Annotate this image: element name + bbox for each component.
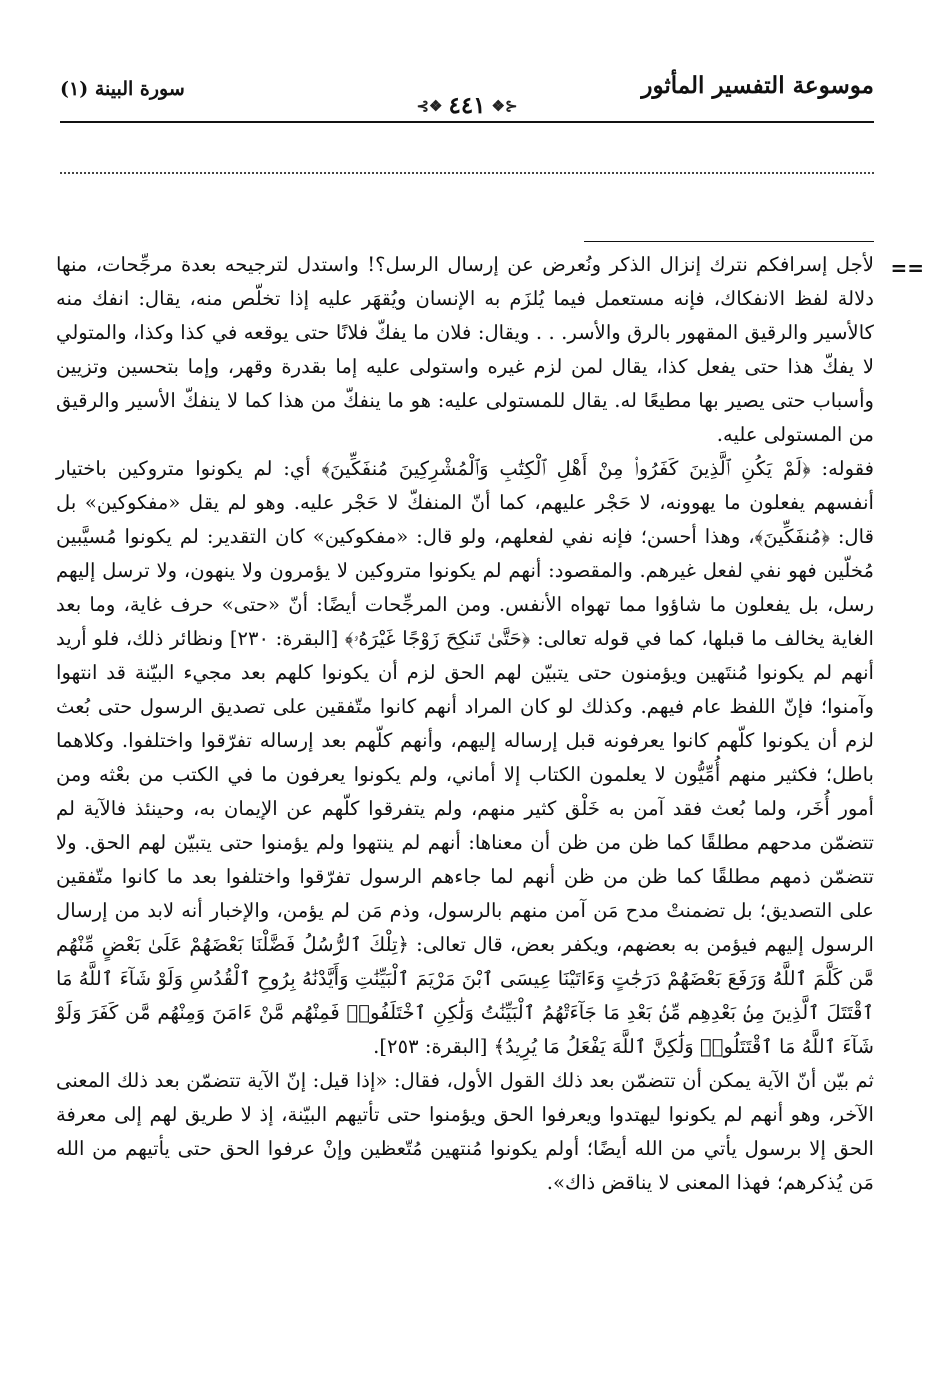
page-number-block	[416, 92, 517, 119]
paragraph-2: فقوله: ﴿لَمْ يَكُنِ ٱلَّذِينَ كَفَرُوا۟ مِنْ أَهْلِ ٱلْكِتَٰبِ وَٱلْمُشْرِكِينَ مُنفَكِّينَ﴾ أي: لم يكونوا متروكين باختيار أنفسهم يفعلون ما يهوونه، لا حَجْر عليهم، كما أنّ المنفكّ لا حَجْر عليه. وهو لم يقل «مفكوكين» بل قال: ﴿مُنفَكِّينَ﴾، وهذا أحسن؛ فإنه نفي لفعلهم، ولو قال: «مفكوكين» كان التقدير: لم يكونوا مُسيَّبين مُخلّين فهو نفي لفعل غيرهم. والمقصود: أنهم لم يكونوا متروكين لا يؤمرون ولا ينهون، ولا ترسل إليهم رسل، بل يفعلون ما شاؤوا مما تهواه الأنفس. ومن المرجِّحات أيضًا: أنّ «حتى» حرف غاية، وما بعد الغاية يخالف ما قبلها، كما في قوله تعالى: ﴿حَتَّىٰ تَنكِحَ زَوْجًا غَيْرَهُۥ﴾ [البقرة: ٢٣٠] ونظائر ذلك، فلو أريد أنهم لم يكونوا مُنتَهين ويؤمنون حتى يتبيّن لهم الحق لزم أن يكونوا كلهم بعد مجيء البيّنة قد انتهوا وآمنوا؛ فإنّ اللفظ عام فيهم. وكذلك لو كان المراد أنهم كانوا متّفقين على تصديق الرسول حتى بُعث لزم أن يكونوا كلّهم كانوا يعرفونه قبل إرساله إليهم، وأنهم كلّهم بعد إرساله تفرّقوا واختلفوا. وكلاهما باطل؛ فكثير منهم أُمِّيُّون لا يعلمون الكتاب إلا أماني، ولم يكونوا يعرفون ما في الكتب من بعْثه ومن أمور أُخَر، ولما بُعث فقد آمن به خَلْق كثير منهم، ولم يتفرقوا كلّهم عن الإيمان به، وحينئذ فالآية لم تتضمّن مدحهم مطلقًا كما ظن من ظن أن معناها: أنهم لم ينتهوا ولم يؤمنوا حتى يتبيّن لهم الحق. ولا تتضمّن ذمهم مطلقًا كما ظن من ظن أنهم لما جاءهم الرسول تفرّقوا واختلفوا بعد ما كانوا متّفقين على التصديق؛ بل تضمنتْ مدح مَن آمن منهم بالرسول، وذم مَن لم يؤمن، والإخبار أنه لابد من إرسال الرسول إليهم فيؤمن به بعضهم، ويكفر بعض، قال تعالى: ﴿تِلْكَ ٱلرُّسُلُ فَضَّلْنَا بَعْضَهُمْ عَلَىٰ بَعْضٍ مِّنْهُم مَّن كَلَّمَ ٱللَّهُ وَرَفَعَ بَعْضَهُمْ دَرَجَٰتٍ وَءَاتَيْنَا عِيسَى ٱبْنَ مَرْيَمَ ٱلْبَيِّنَٰتِ وَأَيَّدْنَٰهُ بِرُوحِ ٱلْقُدُسِ وَلَوْ شَآءَ ٱللَّهُ مَا ٱقْتَتَلَ ٱلَّذِينَ مِنۢ بَعْدِهِم مِّنۢ بَعْدِ مَا جَآءَتْهُمُ ٱلْبَيِّنَٰتُ وَلَٰكِنِ ٱخْتَلَفُوا۟ فَمِنْهُم مَّنْ ءَامَنَ وَمِنْهُم مَّن كَفَرَ وَلَوْ شَآءَ ٱللَّهُ مَا ٱقْتَتَلُوا۟ وَلَٰكِنَّ ٱللَّهَ يَفْعَلُ مَا يُرِيدُ﴾ [البقرة: ٢٥٣].	[56, 457, 874, 1058]
ornament-left-icon: ⊰❖	[416, 96, 443, 115]
footnote-rule	[584, 241, 874, 242]
dotted-separator	[60, 172, 874, 174]
paragraph-3: ثم بيّن أنّ الآية يمكن أن تتضمّن بعد ذلك القول الأول، فقال: «إذا قيل: إنّ الآية تتضمّن بعد ذلك المعنى الآخر، وهو أنهم لم يكونوا ليهتدوا ويعرفوا الحق ويؤمنوا حتى تأتيهم البيّنة، إذ لا طريق لهم إلى معرفة الحق إلا برسول يأتي من الله أيضًا؛ أولم يكونوا مُنتهين مُتّعظين وإنْ عرفوا الحق حتى يأتيهم من الله مَن يُذكرهم؛ فهذا المعنى لا يناقض ذاك».	[56, 1069, 874, 1194]
body-text	[56, 248, 874, 1200]
page-header	[60, 68, 874, 128]
header-rule	[60, 121, 874, 123]
continuation-mark: ==	[890, 256, 924, 280]
page-number: ٤٤١	[448, 92, 486, 119]
book-title: موسوعة التفسير المأثور	[641, 72, 874, 99]
ornament-right-icon: ❖⊱	[491, 96, 518, 115]
paragraph-1: لأجل إسرافكم نترك إنزال الذكر ونُعرض عن إرسال الرسل؟! واستدل لترجيحه بعدة مرجِّحات، منها دلالة لفظ الانفكاك، فإنه مستعمل فيما يُلزَم به الإنسان ويُقهَر عليه إذا تخلّص منه، يقال: انفك منه كالأسير والرقيق المقهور بالرق والأسر. . . ويقال: فلان ما يفكّ فلانًا حتى يوقعه في كذا وكذا، والمتولي لا يفكّ هذا حتى يفعل كذا، يقال لمن لزم غيره واستولى عليه إما بقدرة وقهر، وإما بتحسين وتزيين وأسباب حتى يصير بها مطيعًا له. يقال للمستولى عليه: هو ما ينفكّ من هذا كما لا ينفكّ الأسير والرقيق من المستولى عليه.	[56, 253, 874, 446]
surah-name: سورة البينة (١)	[60, 78, 185, 100]
